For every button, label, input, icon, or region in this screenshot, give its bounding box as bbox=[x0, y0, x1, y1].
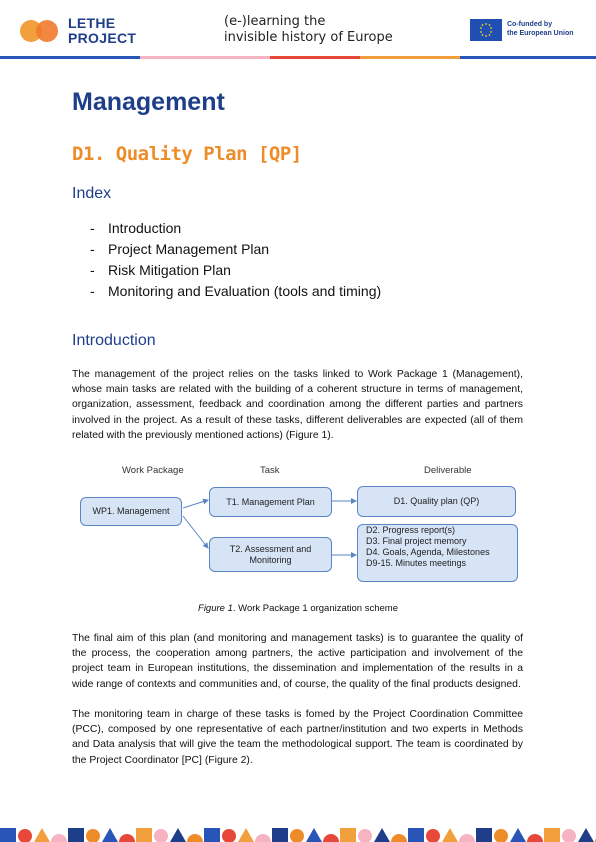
footer-shape bbox=[102, 828, 118, 842]
tagline-line-1: (e-)learning the bbox=[224, 14, 326, 29]
index-heading: Index bbox=[72, 185, 112, 202]
column-header-deliverable: Deliverable bbox=[424, 465, 472, 476]
footer-shape bbox=[426, 829, 440, 842]
deliverable2-box bbox=[357, 524, 518, 582]
footer-shape bbox=[119, 834, 135, 842]
index-list bbox=[90, 218, 381, 302]
footer-shape bbox=[494, 829, 508, 842]
intro-paragraph-3: The monitoring team in charge of these tasks is fomed by the Project Coordination Committee (PCC), composed by one representative of each partner/institution and two experts in Methods and Data analysis that will give the team the methodological support. The team is coordinated by the Project Coordinator [PC] (Figure 2). bbox=[72, 709, 523, 766]
footer-shape bbox=[86, 829, 100, 842]
footer-shape bbox=[51, 834, 67, 842]
footer-shape bbox=[238, 828, 254, 842]
footer-shape bbox=[544, 828, 560, 842]
task1-box: T1. Management Plan bbox=[209, 487, 332, 517]
footer-shape bbox=[18, 829, 32, 842]
footer-shape bbox=[34, 828, 50, 842]
deliverable1-box: D1. Quality plan (QP) bbox=[357, 486, 516, 517]
footer-shape bbox=[374, 828, 390, 842]
project-tagline bbox=[224, 14, 393, 46]
footer-shape bbox=[562, 829, 576, 842]
figure-caption bbox=[0, 603, 596, 614]
footer-shape bbox=[340, 828, 356, 842]
wp1-management-box: WP1. Management bbox=[80, 497, 182, 526]
task2-line-2: Monitoring bbox=[249, 554, 292, 565]
footer-shape bbox=[272, 828, 288, 842]
index-item-label: Project Management Plan bbox=[108, 241, 270, 257]
task2-box bbox=[209, 537, 332, 572]
index-item-label: Monitoring and Evaluation (tools and timing) bbox=[108, 283, 382, 299]
work-package-diagram bbox=[78, 460, 523, 590]
tagline-line-2: invisible history of Europe bbox=[224, 30, 393, 45]
logo-line-1: LETHE bbox=[68, 15, 116, 31]
footer-shape bbox=[136, 828, 152, 842]
footer-shape bbox=[527, 834, 543, 842]
index-item: - Project Management Plan bbox=[90, 241, 270, 257]
index-item-label: Introduction bbox=[108, 220, 182, 236]
footer-shape bbox=[204, 828, 220, 842]
index-item: - Risk Mitigation Plan bbox=[90, 262, 231, 278]
deliverable-line: D4. Goals, Agenda, Milestones bbox=[366, 547, 490, 557]
logo-circle-icon bbox=[36, 20, 58, 42]
page-header bbox=[0, 0, 596, 58]
footer-shape bbox=[459, 834, 475, 842]
footer-shape bbox=[476, 828, 492, 842]
figure-caption-text: . Work Package 1 organization scheme bbox=[232, 603, 398, 614]
footer-shape bbox=[442, 828, 458, 842]
footer-shape bbox=[222, 829, 236, 842]
footer-shape bbox=[578, 828, 594, 842]
footer-shape bbox=[68, 828, 84, 842]
intro-paragraph-2: The final aim of this plan (and monitoring and management tasks) is to guarantee the quality of the process, the cooperation among partners, the active participation and involvement of the project team in European institutions, the dissemination and implementation of the results in a wide range of contexts and communities and, of course, the quality of the final products designed. bbox=[72, 633, 523, 690]
eu-cofunded-label bbox=[507, 20, 574, 38]
footer-shape bbox=[290, 829, 304, 842]
footer-shape bbox=[170, 828, 186, 842]
footer-shape bbox=[358, 829, 372, 842]
footer-shape bbox=[391, 834, 407, 842]
deliverable-line: D9-15. Minutes meetings bbox=[366, 558, 467, 568]
introduction-heading: Introduction bbox=[72, 332, 156, 349]
index-item-label: Risk Mitigation Plan bbox=[108, 262, 231, 278]
footer-shape bbox=[306, 828, 322, 842]
lethe-logo bbox=[20, 16, 150, 48]
deliverable-line: D3. Final project memory bbox=[366, 536, 467, 546]
figure-caption-label: Figure 1 bbox=[198, 603, 233, 614]
footer-shape bbox=[323, 834, 339, 842]
footer-shape bbox=[0, 828, 16, 842]
task2-line-1: T2. Assessment and bbox=[229, 543, 312, 554]
footer-decorative-band bbox=[0, 824, 596, 842]
eu-line-1: Co-funded by bbox=[507, 21, 553, 28]
footer-shape bbox=[255, 834, 271, 842]
footer-shape bbox=[408, 828, 424, 842]
footer-shape bbox=[510, 828, 526, 842]
logo-line-2: PROJECT bbox=[68, 30, 137, 46]
page-subtitle: D1. Quality Plan [QP] bbox=[72, 143, 302, 165]
eu-flag-icon bbox=[470, 19, 502, 41]
deliverable-line: D2. Progress report(s) bbox=[366, 525, 456, 535]
header-divider bbox=[0, 56, 596, 59]
page-title: Management bbox=[72, 88, 225, 116]
index-item: - Monitoring and Evaluation (tools and timing) bbox=[90, 283, 382, 299]
eu-line-2: the European Union bbox=[507, 30, 574, 37]
index-item: - Introduction bbox=[90, 220, 182, 236]
footer-shape bbox=[154, 829, 168, 842]
intro-paragraph-1: The management of the project relies on the tasks linked to Work Package 1 (Management), whose main tasks are related with the building of a coherent structure in terms of management, organization, assessment, feedback and coordination among the different parties and partners involved in the project. As a result of these tasks, different deliverables are expected (all of them related with the previously mentioned actions) (Figure 1). bbox=[72, 369, 523, 441]
logo-text bbox=[68, 16, 136, 46]
footer-shape bbox=[187, 834, 203, 842]
column-header-work-package: Work Package bbox=[122, 465, 184, 476]
column-header-task: Task bbox=[260, 465, 280, 476]
